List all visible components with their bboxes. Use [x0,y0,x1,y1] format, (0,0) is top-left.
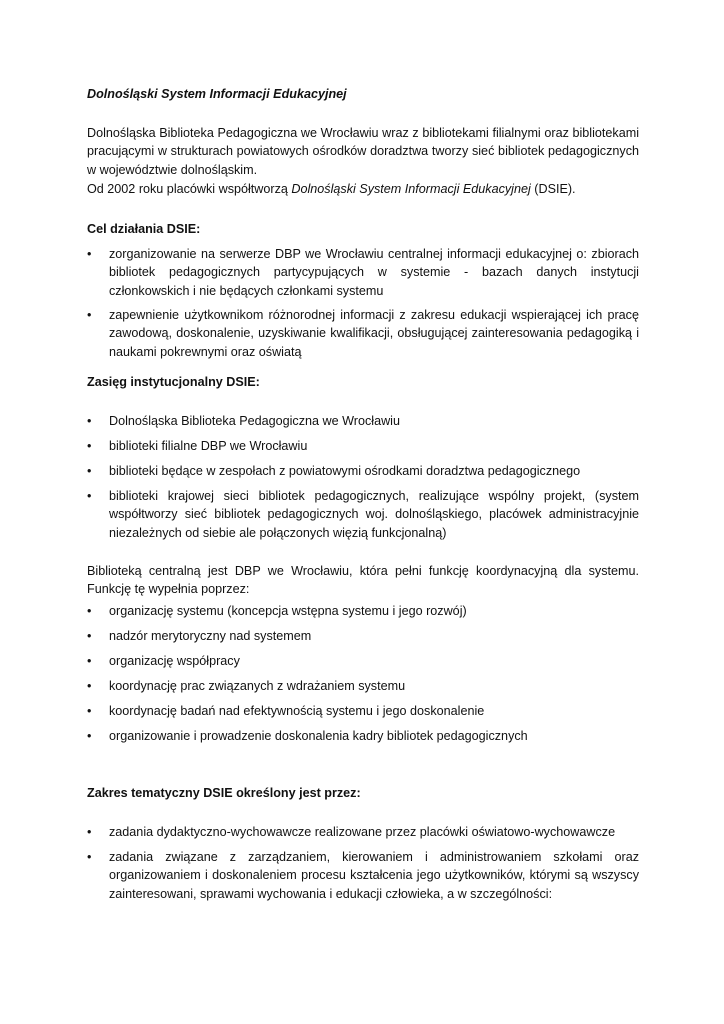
central-item-text: organizację systemu (koncepcja wstępna systemu i jego rozwój) [109,604,467,618]
scope-heading: Zasięg instytucjonalny DSIE: [87,375,260,389]
since-paragraph [87,180,639,198]
scope-item-text: biblioteki będące w zespołach z powiatowymi ośrodkami doradztwa pedagogicznego [109,464,581,478]
bullet-icon: • [87,654,92,668]
document-title: Dolnośląski System Informacji Edukacyjnej [87,87,347,101]
central-paragraph: Biblioteką centralną jest DBP we Wrocławiu, która pełni funkcję koordynacyjną dla systemu. Funkcję tę wypełnia poprzez: [87,564,639,597]
since-suffix: (DSIE). [530,182,576,196]
intro-paragraph: Dolnośląska Biblioteka Pedagogiczna we Wrocławiu wraz z bibliotekami filialnymi oraz bibliotekami pracującymi w strukturach powiatowych ośrodków doradztwa tworzy sieć bibliotek pedagogicznych w województwie dolnośląskim. [87,126,639,177]
bullet-icon: • [87,704,92,718]
scope-item-text: Dolnośląska Biblioteka Pedagogiczna we Wrocławiu [109,414,400,428]
thematic-item-text: zadania związane z zarządzaniem, kierowaniem i administrowaniem szkołami oraz organizowaniem i doskonaleniem procesu kształcenia jego użytkowników, którymi są wszyscy zainteresowani, sprawami wychowania i edukacji człowieka, a w szczególności: [109,850,639,901]
central-item-text: nadzór merytoryczny nad systemem [109,629,312,643]
system-name-emphasis: Dolnośląski System Informacji Edukacyjnej [291,182,531,196]
bullet-icon: • [87,850,92,864]
goals-item-text: zorganizowanie na serwerze DBP we Wrocławiu centralnej informacji edukacyjnej o: zbiorach bibliotek pedagogicznych partycypujących w systemie - bazach danych instytucji członkowskich i nie będących członkami systemu [109,247,639,298]
bullet-icon: • [87,604,92,618]
thematic-item-text: zadania dydaktyczno-wychowawcze realizowane przez placówki oświatowo-wychowawcze [109,825,616,839]
bullet-icon: • [87,247,92,261]
bullet-icon: • [87,825,92,839]
bullet-icon: • [87,414,92,428]
bullet-icon: • [87,439,92,453]
central-item-text: organizację współpracy [109,654,240,668]
bullet-icon: • [87,489,92,503]
central-item-text: organizowanie i prowadzenie doskonalenia kadry bibliotek pedagogicznych [109,729,528,743]
thematic-heading: Zakres tematyczny DSIE określony jest przez: [87,786,361,800]
central-item-text: koordynację badań nad efektywnością systemu i jego doskonalenie [109,704,485,718]
central-item-text: koordynację prac związanych z wdrażaniem systemu [109,679,406,693]
scope-item-text: biblioteki krajowej sieci bibliotek pedagogicznych, realizujące wspólny projekt, (system współtworzy sieć bibliotek pedagogicznych woj. dolnośląskiego, placówek administracyjnie niezależnych od siebie ale połączonych więzią funkcjonalną) [109,489,639,540]
since-prefix: Od 2002 roku placówki współtworzą [87,182,292,196]
bullet-icon: • [87,729,92,743]
bullet-icon: • [87,629,92,643]
goals-heading: Cel działania DSIE: [87,222,201,236]
goals-item-text: zapewnienie użytkownikom różnorodnej informacji z zakresu edukacji wspierającej ich pracę zawodową, doskonalenie, uzyskiwanie kwalifikacji, obsługującej zainteresowania pedagogiką i naukami pokrewnymi oraz oświatą [109,308,639,359]
bullet-icon: • [87,464,92,478]
bullet-icon: • [87,679,92,693]
scope-item-text: biblioteki filialne DBP we Wrocławiu [109,439,308,453]
bullet-icon: • [87,308,92,322]
